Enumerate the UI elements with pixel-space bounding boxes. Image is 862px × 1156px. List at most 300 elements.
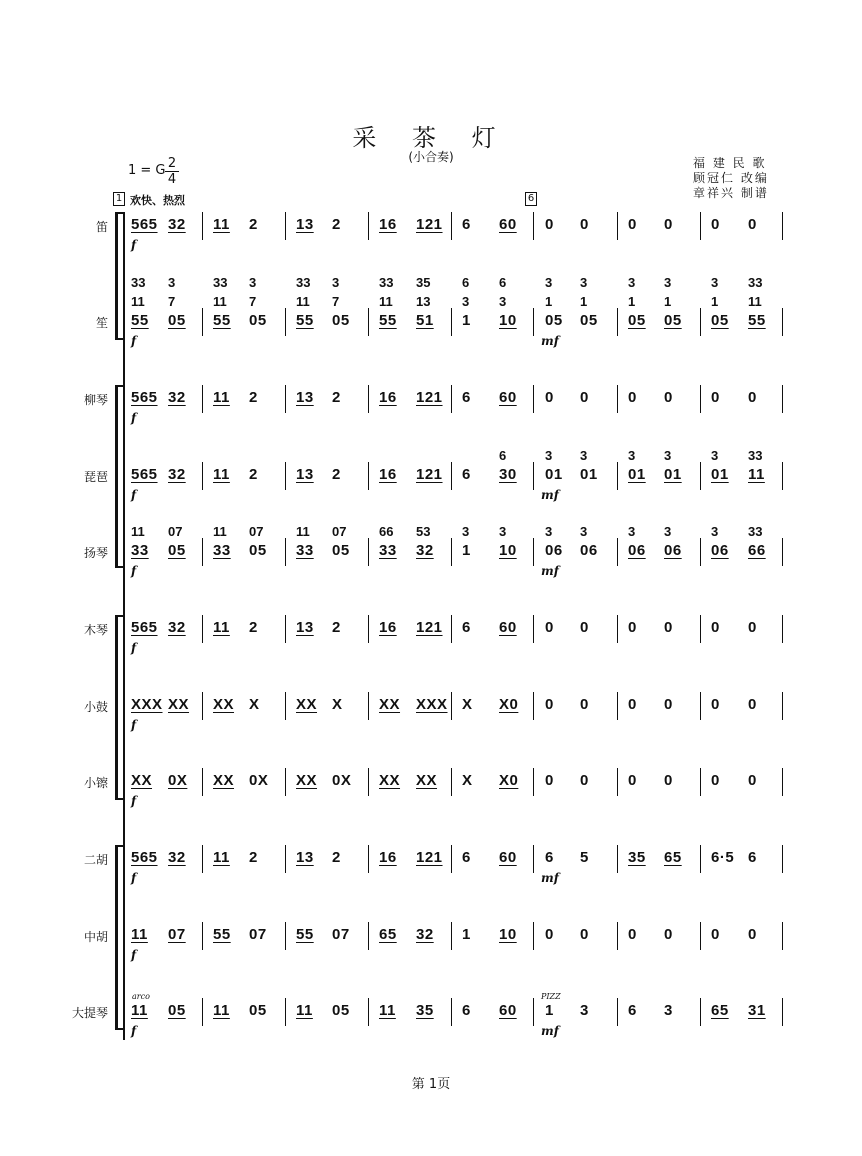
dynamic-marking: mf bbox=[541, 564, 559, 578]
note: XX bbox=[131, 772, 153, 789]
note: 0X bbox=[332, 772, 352, 789]
instrument-label: 笛 bbox=[95, 220, 108, 234]
note: 11 bbox=[213, 216, 230, 233]
barline bbox=[533, 462, 534, 490]
chord-note: 11 bbox=[213, 524, 227, 539]
note: 65 bbox=[379, 926, 397, 943]
dynamic-marking: f bbox=[131, 411, 137, 425]
chord-note: 11 bbox=[379, 294, 393, 309]
barline bbox=[700, 845, 701, 873]
score-title: 采 茶 灯 bbox=[352, 124, 510, 152]
barline bbox=[617, 922, 618, 950]
note: 565 bbox=[131, 849, 158, 866]
dynamic-marking: f bbox=[131, 794, 137, 808]
barline bbox=[368, 845, 369, 873]
chord-note: 3 bbox=[628, 448, 636, 463]
note: 0 bbox=[580, 619, 589, 636]
barline bbox=[700, 998, 701, 1026]
barline bbox=[202, 212, 203, 240]
note: 01 bbox=[580, 466, 598, 483]
barline bbox=[202, 692, 203, 720]
note: 0 bbox=[545, 772, 554, 789]
barline bbox=[451, 538, 452, 566]
note: X bbox=[462, 696, 473, 713]
dynamic-marking: mf bbox=[541, 1024, 559, 1038]
chord-note: 3 bbox=[168, 275, 176, 290]
instrument-label: 扬琴 bbox=[83, 546, 108, 560]
barline bbox=[451, 922, 452, 950]
note: 11 bbox=[213, 849, 230, 866]
chord-note: 33 bbox=[748, 448, 763, 463]
note: 0 bbox=[545, 696, 554, 713]
barline bbox=[700, 615, 701, 643]
note: 5 bbox=[580, 849, 589, 866]
barline bbox=[451, 212, 452, 240]
chord-note: 3 bbox=[545, 448, 553, 463]
barline bbox=[700, 462, 701, 490]
note: 1 bbox=[462, 926, 471, 943]
note: 05 bbox=[168, 542, 186, 559]
note: 2 bbox=[332, 216, 341, 233]
instrument-label: 小镲 bbox=[83, 776, 108, 790]
chord-note: 1 bbox=[628, 294, 636, 309]
barline bbox=[533, 615, 534, 643]
barline bbox=[782, 615, 783, 643]
barline bbox=[533, 212, 534, 240]
chord-note: 3 bbox=[499, 524, 507, 539]
bracket-bowed-top bbox=[115, 845, 123, 847]
note: 0 bbox=[628, 389, 637, 406]
barline bbox=[368, 212, 369, 240]
note: 35 bbox=[628, 849, 646, 866]
barline bbox=[285, 212, 286, 240]
time-numerator: 2 bbox=[165, 156, 179, 172]
note: 32 bbox=[168, 466, 186, 483]
barline bbox=[533, 538, 534, 566]
chord-note: 33 bbox=[379, 275, 394, 290]
note: 11 bbox=[379, 1002, 396, 1019]
note: 10 bbox=[499, 312, 517, 329]
note: 1 bbox=[462, 312, 471, 329]
note: 05 bbox=[332, 542, 350, 559]
dynamic-marking: f bbox=[131, 718, 137, 732]
note: 13 bbox=[296, 619, 314, 636]
bracket-percussion-top bbox=[115, 615, 123, 617]
note: 55 bbox=[296, 312, 314, 329]
note: X bbox=[249, 696, 260, 713]
note: 06 bbox=[628, 542, 646, 559]
chord-note: 3 bbox=[711, 448, 719, 463]
chord-note: 3 bbox=[628, 524, 636, 539]
rehearsal-mark-1: 1 bbox=[113, 192, 125, 206]
note: 0 bbox=[664, 926, 673, 943]
note: 11 bbox=[296, 1002, 313, 1019]
note: 06 bbox=[580, 542, 598, 559]
note: 11 bbox=[213, 1002, 230, 1019]
barline bbox=[202, 768, 203, 796]
note: X0 bbox=[499, 772, 519, 789]
barline bbox=[368, 308, 369, 336]
note: 05 bbox=[545, 312, 563, 329]
barline bbox=[285, 462, 286, 490]
note: 05 bbox=[628, 312, 646, 329]
barline bbox=[700, 922, 701, 950]
chord-note: 3 bbox=[664, 448, 672, 463]
time-signature bbox=[165, 156, 179, 187]
note: 0 bbox=[748, 696, 757, 713]
barline bbox=[285, 692, 286, 720]
note: 0 bbox=[711, 216, 720, 233]
note: 11 bbox=[213, 619, 230, 636]
bracket-plucked bbox=[115, 385, 118, 568]
note: 06 bbox=[664, 542, 682, 559]
note: 0 bbox=[748, 389, 757, 406]
note: X bbox=[332, 696, 343, 713]
barline bbox=[617, 385, 618, 413]
note: XX bbox=[379, 772, 401, 789]
barline bbox=[782, 768, 783, 796]
note: 32 bbox=[168, 849, 186, 866]
note: 55 bbox=[213, 312, 231, 329]
note: 01 bbox=[711, 466, 729, 483]
tempo-marking: 欢快、热烈 bbox=[130, 194, 185, 207]
note: 6·5 bbox=[711, 849, 735, 866]
note: 2 bbox=[249, 216, 258, 233]
barline bbox=[285, 998, 286, 1026]
chord-note: 11 bbox=[296, 524, 310, 539]
chord-note: 1 bbox=[664, 294, 672, 309]
note: 565 bbox=[131, 619, 158, 636]
barline bbox=[617, 212, 618, 240]
bracket-wind-top bbox=[115, 212, 123, 214]
chord-note: 3 bbox=[628, 275, 636, 290]
note: 6 bbox=[462, 1002, 471, 1019]
bracket-wind bbox=[115, 212, 118, 340]
barline bbox=[202, 922, 203, 950]
note: 65 bbox=[711, 1002, 729, 1019]
barline bbox=[202, 538, 203, 566]
note: 35 bbox=[416, 1002, 434, 1019]
barline bbox=[782, 462, 783, 490]
note: 565 bbox=[131, 389, 158, 406]
note: 0 bbox=[748, 619, 757, 636]
chord-note: 53 bbox=[416, 524, 431, 539]
note: 11 bbox=[213, 466, 230, 483]
barline bbox=[700, 692, 701, 720]
chord-note: 1 bbox=[711, 294, 719, 309]
barline bbox=[617, 462, 618, 490]
dynamic-marking: mf bbox=[541, 488, 559, 502]
chord-note: 3 bbox=[462, 524, 470, 539]
note: 10 bbox=[499, 926, 517, 943]
chord-note: 13 bbox=[416, 294, 431, 309]
note: 32 bbox=[168, 389, 186, 406]
note: 07 bbox=[249, 926, 267, 943]
note: 1 bbox=[545, 1002, 554, 1019]
instrument-label: 笙 bbox=[95, 316, 108, 330]
note: 3 bbox=[580, 1002, 589, 1019]
note: 0 bbox=[628, 216, 637, 233]
note: 05 bbox=[249, 1002, 267, 1019]
barline bbox=[451, 845, 452, 873]
note: 55 bbox=[379, 312, 397, 329]
note: 0 bbox=[711, 772, 720, 789]
note: 13 bbox=[296, 849, 314, 866]
note: 0 bbox=[664, 216, 673, 233]
note: 0 bbox=[580, 926, 589, 943]
note: 2 bbox=[332, 466, 341, 483]
note: 13 bbox=[296, 389, 314, 406]
barline bbox=[368, 692, 369, 720]
chord-note: 11 bbox=[131, 524, 145, 539]
note: 0 bbox=[628, 696, 637, 713]
bracket-percussion bbox=[115, 615, 118, 800]
note: XX bbox=[296, 696, 318, 713]
note: 33 bbox=[131, 542, 149, 559]
chord-note: 3 bbox=[499, 294, 507, 309]
system-line bbox=[123, 212, 125, 1040]
chord-note: 3 bbox=[332, 275, 340, 290]
note: 60 bbox=[499, 849, 517, 866]
barline bbox=[285, 538, 286, 566]
bracket-bowed bbox=[115, 845, 118, 1030]
note: 2 bbox=[332, 389, 341, 406]
note: 0 bbox=[711, 389, 720, 406]
barline bbox=[285, 615, 286, 643]
chord-note: 66 bbox=[379, 524, 394, 539]
note: 05 bbox=[664, 312, 682, 329]
note: 06 bbox=[545, 542, 563, 559]
note: 0 bbox=[711, 619, 720, 636]
note: 33 bbox=[296, 542, 314, 559]
note: 565 bbox=[131, 216, 158, 233]
note: 05 bbox=[332, 312, 350, 329]
instrument-label: 小鼓 bbox=[83, 700, 108, 714]
dynamic-marking: f bbox=[131, 1024, 137, 1038]
barline bbox=[451, 308, 452, 336]
barline bbox=[700, 308, 701, 336]
barline bbox=[202, 385, 203, 413]
note: 60 bbox=[499, 1002, 517, 1019]
dynamic-marking: f bbox=[131, 334, 137, 348]
note: 31 bbox=[748, 1002, 766, 1019]
note: 16 bbox=[379, 849, 397, 866]
note: X bbox=[462, 772, 473, 789]
barline bbox=[451, 998, 452, 1026]
barline bbox=[782, 692, 783, 720]
note: 16 bbox=[379, 389, 397, 406]
chord-note: 33 bbox=[296, 275, 311, 290]
bracket-plucked-bottom bbox=[115, 566, 123, 568]
chord-note: 11 bbox=[213, 294, 227, 309]
note: 55 bbox=[131, 312, 149, 329]
barline bbox=[782, 845, 783, 873]
note: 30 bbox=[499, 466, 517, 483]
barline bbox=[617, 998, 618, 1026]
barline bbox=[285, 845, 286, 873]
chord-note: 07 bbox=[168, 524, 183, 539]
barline bbox=[202, 462, 203, 490]
pizz-marking: PIZZ bbox=[541, 992, 561, 1001]
note: 6 bbox=[462, 216, 471, 233]
chord-note: 11 bbox=[748, 294, 762, 309]
barline bbox=[368, 922, 369, 950]
barline bbox=[617, 845, 618, 873]
barline bbox=[451, 768, 452, 796]
chord-note: 3 bbox=[545, 275, 553, 290]
barline bbox=[368, 385, 369, 413]
note: 11 bbox=[131, 1002, 148, 1019]
note: 51 bbox=[416, 312, 434, 329]
chord-note: 7 bbox=[249, 294, 257, 309]
note: 05 bbox=[332, 1002, 350, 1019]
barline bbox=[533, 845, 534, 873]
chord-note: 07 bbox=[249, 524, 264, 539]
note: 2 bbox=[332, 619, 341, 636]
note: 0 bbox=[628, 926, 637, 943]
credit-line: 顾冠仁 改编 bbox=[693, 171, 769, 185]
credit-line: 章祥兴 制谱 bbox=[693, 186, 769, 200]
note: XX bbox=[213, 772, 235, 789]
note: 60 bbox=[499, 216, 517, 233]
note: X0 bbox=[499, 696, 519, 713]
barline bbox=[617, 538, 618, 566]
barline bbox=[782, 385, 783, 413]
note: 07 bbox=[168, 926, 186, 943]
dynamic-marking: mf bbox=[541, 334, 559, 348]
note: 2 bbox=[249, 619, 258, 636]
barline bbox=[533, 922, 534, 950]
barline bbox=[368, 615, 369, 643]
chord-note: 1 bbox=[545, 294, 553, 309]
chord-note: 35 bbox=[416, 275, 431, 290]
chord-note: 3 bbox=[462, 294, 470, 309]
page-number: 第 1页 bbox=[411, 1077, 451, 1092]
note: 0 bbox=[748, 926, 757, 943]
chord-note: 3 bbox=[580, 524, 588, 539]
chord-note: 11 bbox=[296, 294, 310, 309]
chord-note: 6 bbox=[462, 275, 470, 290]
note: 121 bbox=[416, 619, 443, 636]
note: 16 bbox=[379, 216, 397, 233]
chord-note: 33 bbox=[748, 275, 763, 290]
chord-note: 3 bbox=[249, 275, 257, 290]
barline bbox=[368, 538, 369, 566]
chord-note: 3 bbox=[711, 524, 719, 539]
barline bbox=[617, 768, 618, 796]
note: 6 bbox=[462, 466, 471, 483]
note: 6 bbox=[462, 389, 471, 406]
note: 01 bbox=[664, 466, 682, 483]
note: 565 bbox=[131, 466, 158, 483]
note: 13 bbox=[296, 466, 314, 483]
note: 11 bbox=[131, 926, 148, 943]
note: 33 bbox=[379, 542, 397, 559]
note: XXX bbox=[131, 696, 163, 713]
note: 32 bbox=[416, 926, 434, 943]
note: 0 bbox=[580, 772, 589, 789]
note: 16 bbox=[379, 619, 397, 636]
barline bbox=[782, 998, 783, 1026]
note: 13 bbox=[296, 216, 314, 233]
note: 0X bbox=[168, 772, 188, 789]
rehearsal-mark-6: 6 bbox=[525, 192, 537, 206]
note: 0 bbox=[580, 696, 589, 713]
barline bbox=[700, 768, 701, 796]
note: 05 bbox=[168, 1002, 186, 1019]
barline bbox=[285, 922, 286, 950]
note: 121 bbox=[416, 216, 443, 233]
note: 05 bbox=[168, 312, 186, 329]
chord-note: 33 bbox=[748, 524, 763, 539]
barline bbox=[533, 998, 534, 1026]
barline bbox=[202, 308, 203, 336]
barline bbox=[782, 212, 783, 240]
note: 121 bbox=[416, 389, 443, 406]
note: XX bbox=[213, 696, 235, 713]
barline bbox=[285, 308, 286, 336]
barline bbox=[368, 462, 369, 490]
note: 0 bbox=[664, 619, 673, 636]
note: 55 bbox=[748, 312, 766, 329]
chord-note: 33 bbox=[131, 275, 146, 290]
credit-line: 福 建 民 歌 bbox=[693, 156, 767, 170]
chord-note: 3 bbox=[545, 524, 553, 539]
note: 66 bbox=[748, 542, 766, 559]
chord-note: 7 bbox=[168, 294, 176, 309]
note: 11 bbox=[748, 466, 765, 483]
note: 0 bbox=[628, 619, 637, 636]
chord-note: 3 bbox=[664, 275, 672, 290]
barline bbox=[202, 998, 203, 1026]
note: 1 bbox=[462, 542, 471, 559]
note: 0 bbox=[664, 389, 673, 406]
barline bbox=[700, 212, 701, 240]
note: 2 bbox=[249, 849, 258, 866]
note: 32 bbox=[168, 619, 186, 636]
note: 06 bbox=[711, 542, 729, 559]
note: 2 bbox=[249, 389, 258, 406]
dynamic-marking: f bbox=[131, 488, 137, 502]
chord-note: 7 bbox=[332, 294, 340, 309]
barline bbox=[451, 692, 452, 720]
chord-note: 11 bbox=[131, 294, 145, 309]
note: 121 bbox=[416, 466, 443, 483]
score-subtitle: (小合奏) bbox=[408, 150, 454, 164]
note: 2 bbox=[332, 849, 341, 866]
chord-note: 07 bbox=[332, 524, 347, 539]
note: 65 bbox=[664, 849, 682, 866]
note: 16 bbox=[379, 466, 397, 483]
note: 2 bbox=[249, 466, 258, 483]
note: 05 bbox=[249, 542, 267, 559]
barline bbox=[782, 308, 783, 336]
note: XX bbox=[296, 772, 318, 789]
barline bbox=[700, 385, 701, 413]
note: XX bbox=[379, 696, 401, 713]
barline bbox=[617, 615, 618, 643]
bracket-plucked-top bbox=[115, 385, 123, 387]
dynamic-marking: f bbox=[131, 871, 137, 885]
instrument-label: 二胡 bbox=[83, 853, 108, 867]
barline bbox=[533, 385, 534, 413]
chord-note: 1 bbox=[580, 294, 588, 309]
note: XX bbox=[168, 696, 190, 713]
note: 3 bbox=[664, 1002, 673, 1019]
note: 6 bbox=[545, 849, 554, 866]
chord-note: 6 bbox=[499, 448, 507, 463]
note: 0 bbox=[545, 926, 554, 943]
